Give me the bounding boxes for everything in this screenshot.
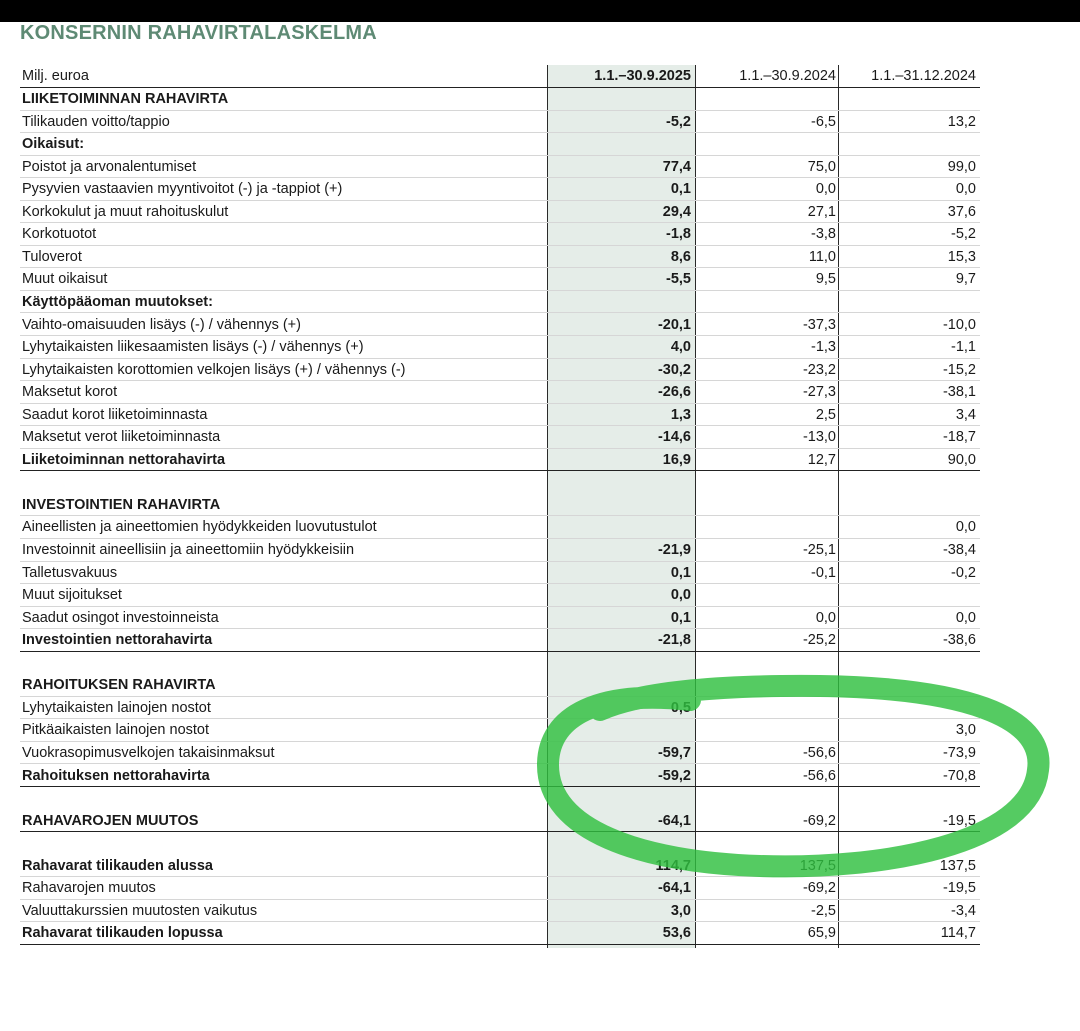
value-cell: -20,1 bbox=[657, 316, 691, 333]
value-cell bbox=[696, 674, 836, 696]
value-cell: -27,3 bbox=[802, 384, 836, 401]
value-cell: -59,7 bbox=[657, 744, 691, 761]
row-label: Muut sijoitukset bbox=[22, 587, 122, 604]
value-cell: -1,3 bbox=[811, 339, 836, 356]
value-cell: -70,8 bbox=[942, 767, 976, 784]
value-cell: 0,1 bbox=[670, 609, 691, 626]
value-cell: 37,6 bbox=[947, 203, 976, 220]
value-cell: 2,5 bbox=[815, 406, 836, 423]
row-label bbox=[22, 471, 542, 493]
value-cell: -15,2 bbox=[942, 361, 976, 378]
value-cell: -14,6 bbox=[657, 429, 691, 446]
row-label: Rahavarat tilikauden lopussa bbox=[22, 925, 223, 942]
value-cell: -25,2 bbox=[802, 632, 836, 649]
value-cell bbox=[696, 584, 836, 606]
row-label: Poistot ja arvonalentumiset bbox=[22, 158, 197, 175]
row-label: Lyhytaikaisten liikesaamisten lisäys (-) / vähennys (+) bbox=[22, 339, 364, 356]
value-cell: -6,5 bbox=[811, 113, 836, 130]
value-cell bbox=[839, 697, 976, 719]
value-cell bbox=[696, 494, 836, 516]
value-cell: -3,4 bbox=[951, 902, 976, 919]
table-row bbox=[20, 223, 980, 246]
value-cell: 137,5 bbox=[939, 857, 976, 874]
value-cell bbox=[548, 494, 691, 516]
value-cell: -38,6 bbox=[942, 632, 976, 649]
value-cell: 0,1 bbox=[670, 181, 691, 198]
table-section-row bbox=[20, 291, 980, 314]
value-cell: 53,6 bbox=[662, 925, 691, 942]
value-cell: -69,2 bbox=[802, 812, 836, 829]
column-header: 1.1.–31.12.2024 bbox=[871, 68, 976, 84]
value-cell bbox=[548, 133, 691, 155]
table-total-row bbox=[20, 629, 980, 652]
row-label: Rahavarat tilikauden alussa bbox=[22, 857, 213, 874]
value-cell: 75,0 bbox=[807, 158, 836, 175]
value-cell: 0,0 bbox=[955, 519, 976, 536]
table-section-row bbox=[20, 88, 980, 111]
row-label: Investointien nettorahavirta bbox=[22, 632, 213, 649]
value-cell: 114,7 bbox=[940, 925, 976, 942]
value-cell: -1,1 bbox=[951, 339, 976, 356]
row-label: Lyhytaikaisten lainojen nostot bbox=[22, 699, 211, 716]
value-cell bbox=[839, 832, 976, 854]
value-cell bbox=[839, 133, 976, 155]
value-cell: 137,5 bbox=[799, 857, 836, 874]
row-label: Tilikauden voitto/tappio bbox=[22, 113, 170, 130]
table-row bbox=[20, 562, 980, 585]
value-cell bbox=[548, 652, 691, 674]
value-cell: 9,7 bbox=[955, 271, 976, 288]
table-row bbox=[20, 268, 980, 291]
value-cell: -3,8 bbox=[811, 226, 836, 243]
value-cell bbox=[548, 471, 691, 493]
value-cell bbox=[696, 652, 836, 674]
table-row bbox=[20, 314, 980, 337]
row-label: Muut oikaisut bbox=[22, 271, 108, 288]
value-cell bbox=[839, 494, 976, 516]
row-label: Saadut osingot investoinneista bbox=[22, 609, 219, 626]
value-cell: -2,5 bbox=[811, 902, 836, 919]
table-spacer-row bbox=[20, 471, 980, 494]
row-label: Valuuttakurssien muutosten vaikutus bbox=[22, 902, 258, 919]
value-cell: -37,3 bbox=[802, 316, 836, 333]
value-cell: 0,0 bbox=[670, 587, 691, 604]
value-cell: 90,0 bbox=[947, 451, 976, 468]
table-total-row bbox=[20, 922, 980, 945]
value-cell: 3,0 bbox=[670, 902, 691, 919]
table-total-row bbox=[20, 810, 980, 833]
cash-flow-table bbox=[20, 65, 980, 948]
row-label: Talletusvakuus bbox=[22, 564, 118, 581]
table-row bbox=[20, 584, 980, 607]
table-row bbox=[20, 336, 980, 359]
row-label: Oikaisut: bbox=[22, 136, 85, 153]
value-cell: 0,1 bbox=[670, 564, 691, 581]
row-label bbox=[22, 832, 542, 854]
table-row bbox=[20, 246, 980, 269]
value-cell bbox=[548, 291, 691, 313]
table-row bbox=[20, 404, 980, 427]
value-cell bbox=[839, 291, 976, 313]
value-cell: -1,8 bbox=[666, 226, 691, 243]
row-label: RAHOITUKSEN RAHAVIRTA bbox=[22, 677, 216, 694]
top-bar bbox=[0, 0, 1080, 22]
row-label: Maksetut korot bbox=[22, 384, 118, 401]
row-label: Vaihto-omaisuuden lisäys (-) / vähennys (+) bbox=[22, 316, 301, 333]
value-cell: -64,1 bbox=[657, 812, 691, 829]
value-cell: -5,2 bbox=[951, 226, 976, 243]
row-label: Investoinnit aineellisiin ja aineettomiin hyödykkeisiin bbox=[22, 542, 355, 558]
table-row bbox=[20, 426, 980, 449]
row-label: Korkotuotot bbox=[22, 226, 97, 243]
row-label: Pitkäaikaisten lainojen nostot bbox=[22, 722, 210, 739]
table-row bbox=[20, 607, 980, 630]
row-label bbox=[22, 652, 542, 674]
table-row bbox=[20, 201, 980, 224]
table-section-row bbox=[20, 133, 980, 156]
value-cell: 1,3 bbox=[670, 406, 691, 423]
value-cell: 3,0 bbox=[955, 722, 976, 739]
value-cell: 0,5 bbox=[670, 699, 691, 716]
value-cell bbox=[696, 133, 836, 155]
column-header: 1.1.–30.9.2025 bbox=[594, 68, 691, 84]
value-cell bbox=[839, 88, 976, 110]
value-cell: -5,2 bbox=[666, 113, 691, 130]
value-cell: 0,0 bbox=[815, 609, 836, 626]
value-cell: -26,6 bbox=[657, 384, 691, 401]
value-cell bbox=[696, 291, 836, 313]
table-row bbox=[20, 742, 980, 765]
row-label: Lyhytaikaisten korottomien velkojen lisäys (+) / vähennys (-) bbox=[22, 361, 406, 378]
value-cell: 9,5 bbox=[815, 271, 836, 288]
value-cell bbox=[548, 832, 691, 854]
value-cell: -69,2 bbox=[802, 880, 836, 897]
value-cell bbox=[696, 787, 836, 809]
value-cell: -19,5 bbox=[942, 812, 976, 829]
table-row bbox=[20, 877, 980, 900]
row-label: RAHAVAROJEN MUUTOS bbox=[22, 812, 199, 829]
column-header: 1.1.–30.9.2024 bbox=[739, 68, 836, 84]
value-cell: -21,9 bbox=[657, 542, 691, 558]
value-cell: 8,6 bbox=[670, 248, 691, 265]
value-cell: -73,9 bbox=[942, 744, 976, 761]
row-label: Liiketoiminnan nettorahavirta bbox=[22, 451, 226, 468]
table-header-row bbox=[20, 65, 980, 88]
value-cell bbox=[839, 584, 976, 606]
value-cell: 11,0 bbox=[808, 248, 836, 265]
value-cell bbox=[839, 471, 976, 493]
row-label: INVESTOINTIEN RAHAVIRTA bbox=[22, 496, 221, 513]
table-spacer-row bbox=[20, 832, 980, 855]
value-cell bbox=[696, 88, 836, 110]
row-label: Tuloverot bbox=[22, 248, 82, 265]
table-row bbox=[20, 539, 980, 562]
table-section-row bbox=[20, 674, 980, 697]
row-label bbox=[22, 787, 542, 809]
row-label: Käyttöpääoman muutokset: bbox=[22, 293, 213, 310]
value-cell: 0,0 bbox=[955, 181, 976, 198]
row-label: Rahoituksen nettorahavirta bbox=[22, 767, 210, 784]
table-section-row bbox=[20, 494, 980, 517]
value-cell: -59,2 bbox=[657, 767, 691, 784]
value-cell: 0,0 bbox=[955, 609, 976, 626]
value-cell: 65,9 bbox=[807, 925, 836, 942]
value-cell bbox=[548, 88, 691, 110]
value-cell bbox=[839, 674, 976, 696]
table-row bbox=[20, 178, 980, 201]
row-label: Rahavarojen muutos bbox=[22, 880, 156, 897]
value-cell: 77,4 bbox=[662, 158, 691, 175]
table-spacer-row bbox=[20, 787, 980, 810]
row-label: Pysyvien vastaavien myyntivoitot (-) ja -tappiot (+) bbox=[22, 181, 343, 198]
value-cell bbox=[548, 516, 691, 538]
value-cell bbox=[548, 674, 691, 696]
table-spacer-row bbox=[20, 652, 980, 675]
value-cell: 16,9 bbox=[662, 451, 691, 468]
table-row bbox=[20, 516, 980, 539]
table-row bbox=[20, 719, 980, 742]
table-row bbox=[20, 381, 980, 404]
value-cell: 3,4 bbox=[955, 406, 976, 423]
row-label: Korkokulut ja muut rahoituskulut bbox=[22, 203, 229, 220]
value-cell bbox=[696, 471, 836, 493]
value-cell bbox=[548, 719, 691, 741]
table-row bbox=[20, 697, 980, 720]
value-cell: -25,1 bbox=[802, 542, 836, 558]
value-cell: -30,2 bbox=[657, 361, 691, 378]
value-cell: -56,6 bbox=[802, 744, 836, 761]
value-cell bbox=[696, 832, 836, 854]
value-cell: 0,0 bbox=[815, 181, 836, 198]
value-cell: -5,5 bbox=[666, 271, 691, 288]
value-cell: -23,2 bbox=[802, 361, 836, 378]
unit-label: Milj. euroa bbox=[22, 68, 89, 84]
value-cell: 15,3 bbox=[947, 248, 976, 265]
table-section-row bbox=[20, 855, 980, 878]
table-row bbox=[20, 156, 980, 179]
value-cell: 27,1 bbox=[807, 203, 836, 220]
value-cell: -18,7 bbox=[942, 429, 976, 446]
value-cell: -13,0 bbox=[802, 429, 836, 446]
row-label: Maksetut verot liiketoiminnasta bbox=[22, 429, 221, 446]
value-cell bbox=[696, 697, 836, 719]
value-cell bbox=[696, 516, 836, 538]
table-row bbox=[20, 111, 980, 134]
table-row bbox=[20, 359, 980, 382]
value-cell: -56,6 bbox=[802, 767, 836, 784]
document-title: KONSERNIN RAHAVIRTALASKELMA bbox=[20, 22, 377, 44]
value-cell: 99,0 bbox=[947, 158, 976, 175]
value-cell: -19,5 bbox=[942, 880, 976, 897]
table-total-row bbox=[20, 765, 980, 788]
value-cell: -38,4 bbox=[942, 542, 976, 558]
value-cell: -0,2 bbox=[951, 564, 976, 581]
row-label: Saadut korot liiketoiminnasta bbox=[22, 406, 208, 423]
value-cell: 114,7 bbox=[655, 857, 691, 874]
value-cell bbox=[696, 719, 836, 741]
value-cell: -10,0 bbox=[942, 316, 976, 333]
value-cell bbox=[839, 652, 976, 674]
row-label: Aineellisten ja aineettomien hyödykkeiden luovutustulot bbox=[22, 519, 377, 536]
value-cell: -0,1 bbox=[811, 564, 836, 581]
value-cell bbox=[548, 787, 691, 809]
row-label: Vuokrasopimusvelkojen takaisinmaksut bbox=[22, 744, 275, 761]
value-cell: 29,4 bbox=[662, 203, 691, 220]
value-cell: 4,0 bbox=[670, 339, 691, 356]
value-cell: -38,1 bbox=[942, 384, 976, 401]
value-cell: -64,1 bbox=[657, 880, 691, 897]
value-cell: 12,7 bbox=[807, 451, 836, 468]
table-total-row bbox=[20, 449, 980, 472]
value-cell: -21,8 bbox=[657, 632, 691, 649]
value-cell: 13,2 bbox=[947, 113, 976, 130]
table-row bbox=[20, 900, 980, 923]
row-label: LIIKETOIMINNAN RAHAVIRTA bbox=[22, 91, 229, 107]
value-cell bbox=[839, 787, 976, 809]
